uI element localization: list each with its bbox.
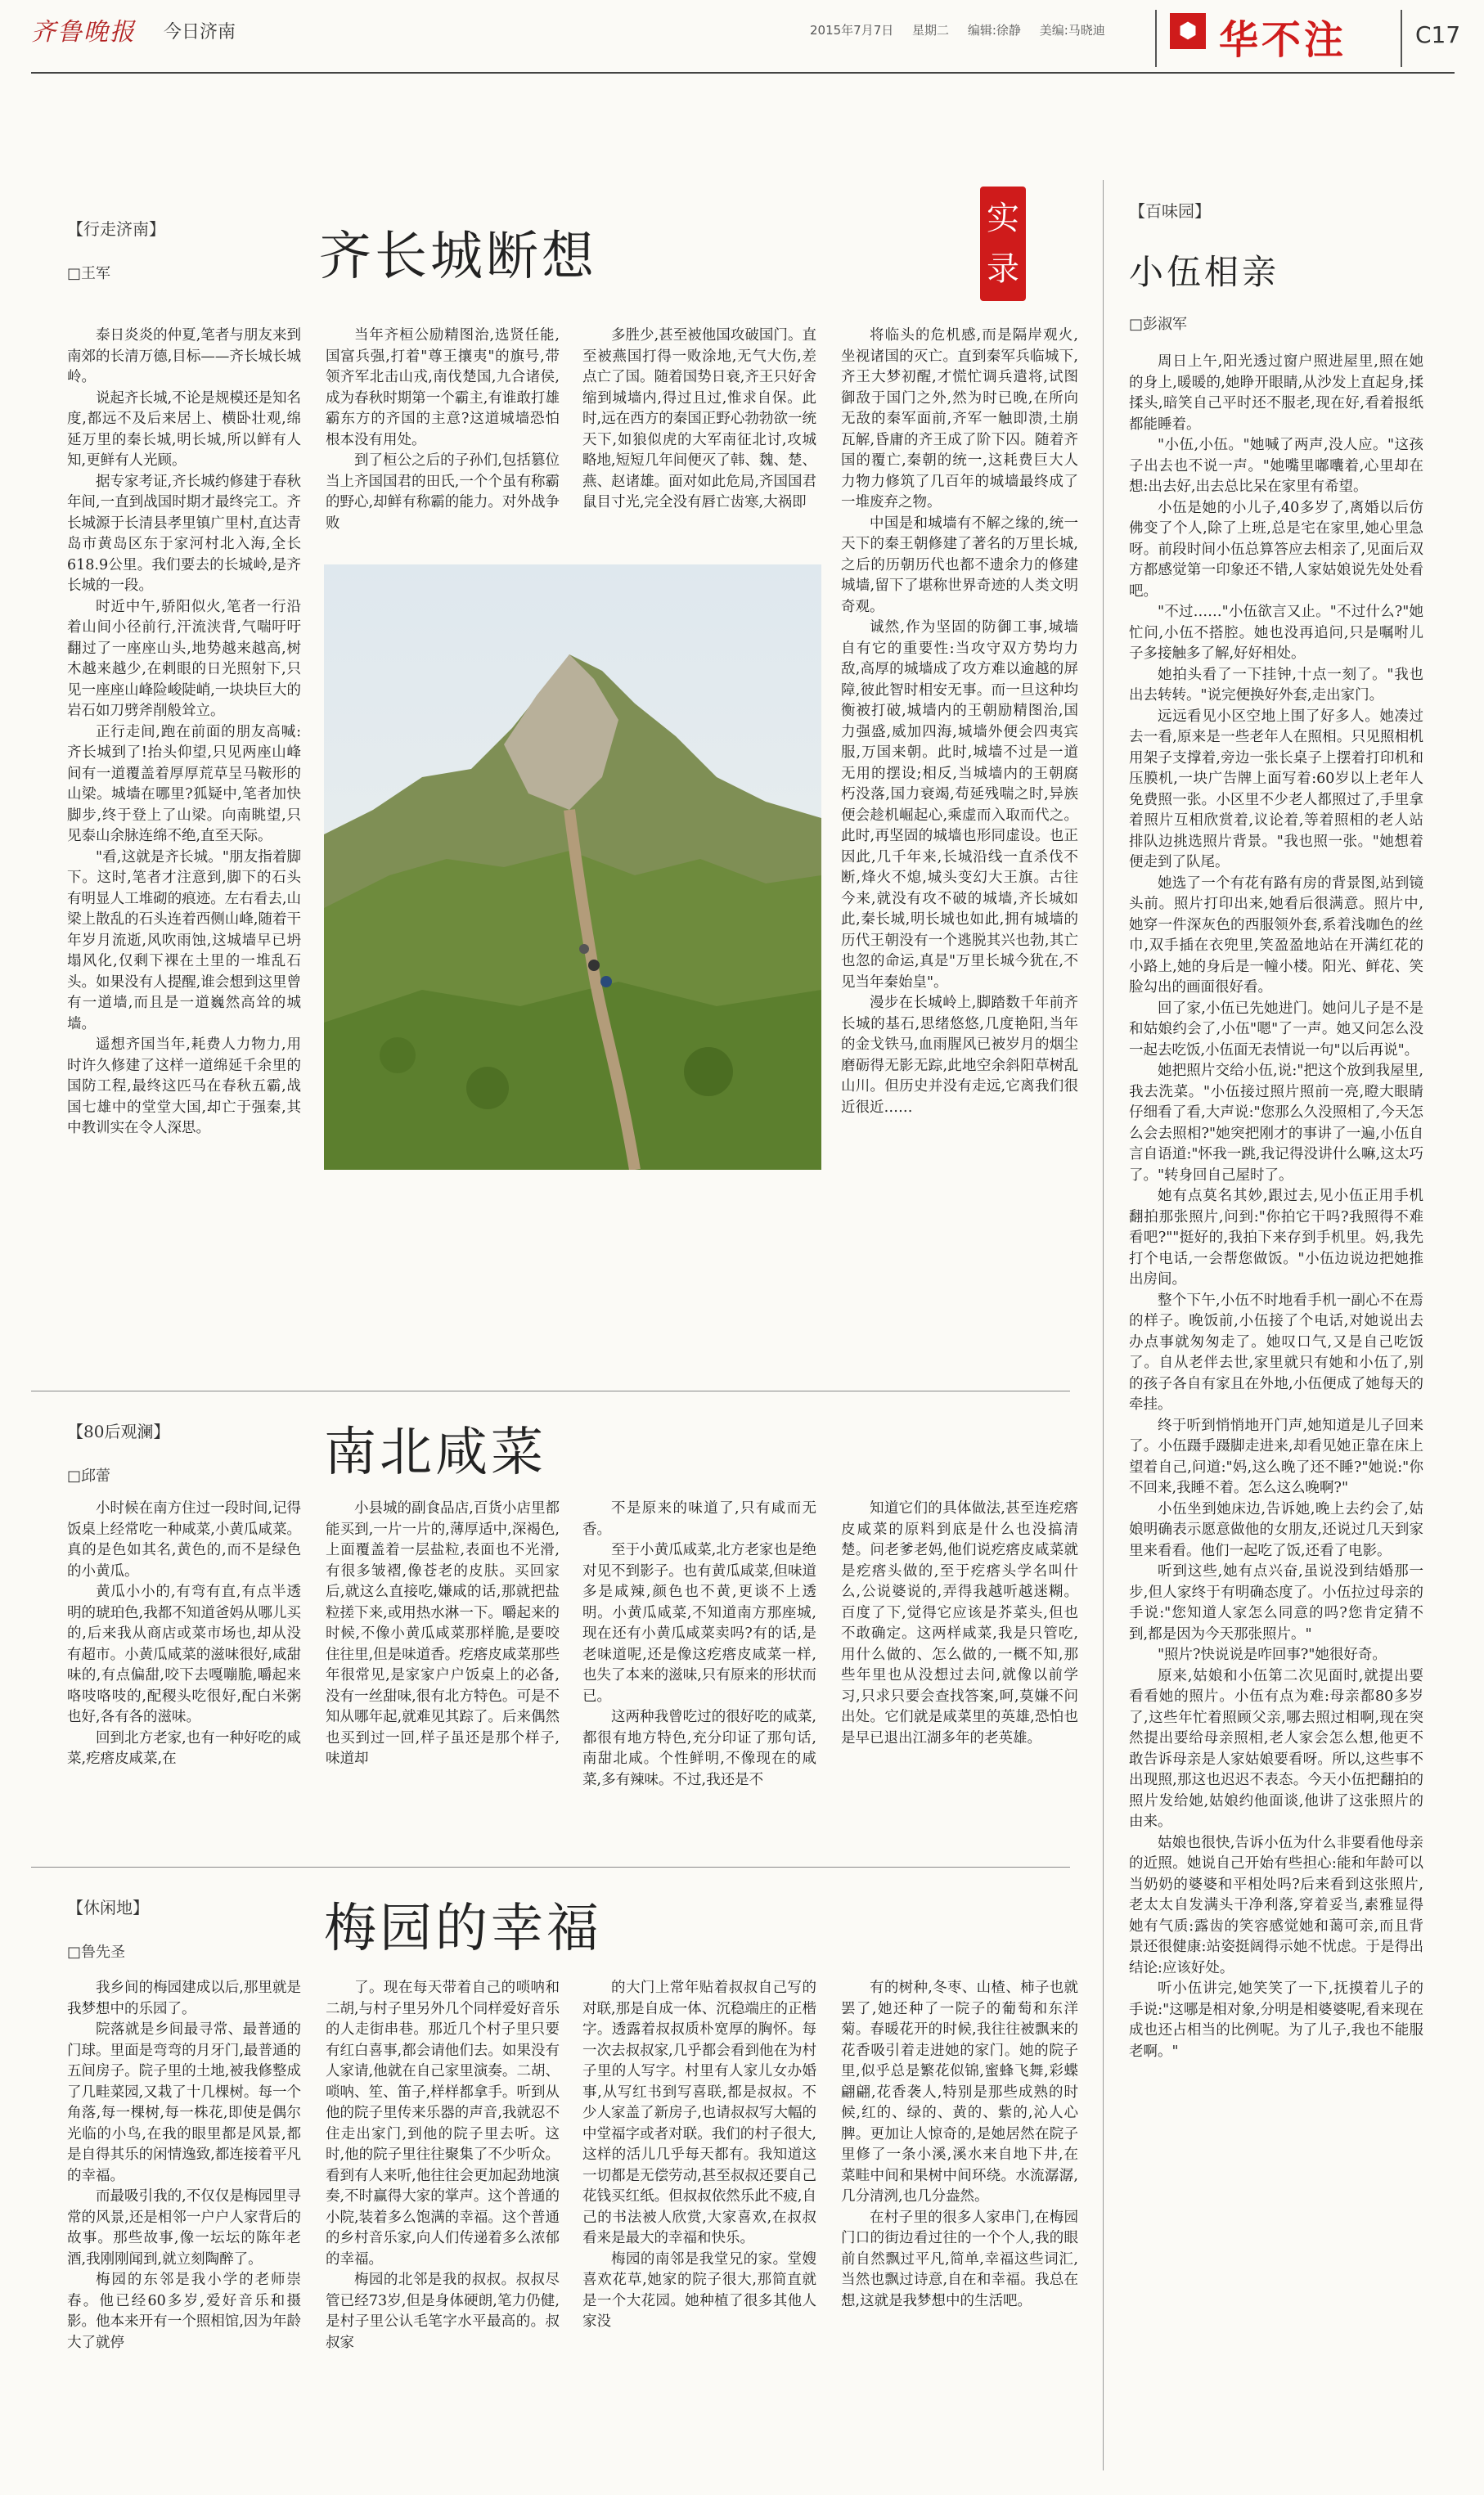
paragraph: 梅园的南邻是我堂兄的家。堂嫂喜欢花草,她家的院子很大,那简直就是一个大花园。她种植了很多其他人家没 — [582, 2250, 816, 2330]
article3-author: □鲁先圣 — [67, 1944, 126, 1961]
paragraph: 这两种我曾吃过的很好吃的咸菜,都很有地方特色,充分印证了那句话,南甜北咸。个性鲜明,不像现在的咸菜,多有辣味。不过,我还是不 — [582, 1709, 816, 1788]
paragraph: 到了桓公之后的子孙们,包括篡位当上齐国国君的田氏,一个个虽有称霸的野心,却鲜有称霸的能力。对外战争败 — [326, 452, 560, 532]
column-title: 华不注 — [1219, 17, 1347, 63]
issue-weekday: 星期二 — [912, 23, 950, 38]
paragraph: 将临头的危机感,而是隔岸观火,坐视诸国的灭亡。直到秦军兵临城下,齐王大梦初醒,才慌忙调兵遣将,试图御敌于国门之外,然为时已晚,在所向无敌的秦军面前,齐军一触即溃,土崩瓦解,昏庸的齐王成了阶下囚。随着齐国的覆亡,秦朝的统一,这耗费巨大人力物力修筑了几百年的城墙最终成了一堆废弃之物。 — [841, 327, 1078, 510]
paragraph: 多胜少,甚至被他国攻破国门。直至被燕国打得一败涂地,无气大伤,差点亡了国。随着国势日衰,齐王只好舍缩到城墙内,得过且过,惟求自保。此时,远在西方的秦国正野心勃勃欲一统天下,如狼似虎的大军南征北讨,攻城略地,短短几年间便灭了韩、魏、楚、燕、赵诸雄。面对如此危局,齐国国君鼠目寸光,完全没有唇亡齿寒,大祸即 — [582, 327, 816, 510]
paragraph: 小县城的副食品店,百货小店里都能买到,一片一片的,薄厚适中,深褐色,上面覆盖着一层盐粒,表面也不光滑,有很多皱褶,像苍老的皮肤。买回家后,就这么直接吃,嫌咸的话,那就把盐粒搓下来,或用热水淋一下。嚼起来的时候,不像小黄瓜咸菜那样脆,是要咬住往里,但是味道香。疙瘩皮咸菜那些年很常见,是家家户户饭桌上的必备,没有一丝甜味,很有北方特色。可是不知从哪年起,就难见其踪了。后来偶然也买到过一回,样子虽还是那个样子,味道却 — [326, 1500, 560, 1767]
paragraph: "不过……"小伍欲言又止。"不过什么?"她忙问,小伍不搭腔。她也没再追问,只是嘱咐儿子多接触多了解,好好相处。 — [1129, 604, 1423, 662]
column-logo-icon: ⬢ — [1170, 13, 1206, 49]
article1-title: 齐长城断想 — [319, 227, 597, 287]
header-divider — [1155, 10, 1157, 67]
paragraph: 原来,姑娘和小伍第二次见面时,就提出要看看她的照片。小伍有点为难:母亲都80多岁了,这些年忙着照顾父亲,哪去照过相啊,现在突然提出要给母亲照相,老人家会怎么想,他更不敢告诉母亲是人家姑娘要看呀。所以,这些事不出现照,那这也迟迟不表态。今天小伍把翻拍的照片发给她,姑娘约他面谈,他讲了这张照片的由来。 — [1129, 1667, 1423, 1830]
paragraph: 小时候在南方住过一段时间,记得饭桌上经常吃一种咸菜,小黄瓜咸菜。真的是色如其名,黄色的,而不是绿色的小黄瓜。 — [67, 1500, 301, 1580]
article3-section: 【休闲地】 — [67, 1898, 149, 1917]
paragraph: 我乡间的梅园建成以后,那里就是我梦想中的乐园了。 — [67, 1980, 301, 2017]
paragraph: 在村子里的很多人家串门,在梅园门口的街边看过往的一个个人,我的眼前自然飘过平凡,简单,幸福这些词汇,当然也飘过诗意,自在和幸福。我总在想,这就是我梦想中的生活吧。 — [841, 2209, 1078, 2309]
article2-col3 — [582, 1499, 816, 1842]
masthead: 齐鲁晚报 — [31, 18, 136, 47]
paragraph: 听到这些,她有点兴奋,虽说没到结婚那一步,但人家终于有明确态度了。小伍拉过母亲的手说:"您知道人家怎么同意的吗?您肯定猜不到,都是因为今天那张照片。" — [1129, 1563, 1423, 1643]
paragraph: 漫步在长城岭上,脚踏数千年前齐长城的基石,思绪悠悠,几度艳阳,当年的金戈铁马,血雨腥风已被岁月的烟尘磨砺得无影无踪,此地空余斜阳草树乱山川。但历史并没有走远,它离我们很近很近…… — [841, 995, 1078, 1116]
article3-col2 — [326, 1978, 560, 2477]
paragraph: 梅园的东邻是我小学的老师崇春。他已经60多岁,爱好音乐和摄影。他本来开有一个照相馆,因为年龄大了就停 — [67, 2272, 301, 2351]
paragraph: 黄瓜小小的,有弯有直,有点半透明的琥珀色,我都不知道爸妈从哪儿买的,后来我从商店或菜市场也,却从没有超市。小黄瓜咸菜的滋味很好,咸甜味的,有点偏甜,咬下去嘎嘣脆,嚼起来咯吱咯吱的,配稷头吃很好,配白米粥也好,各有各的滋味。 — [67, 1584, 301, 1725]
paragraph: 中国是和城墙有不解之缘的,统一天下的秦王朝修建了著名的万里长城,之后的历朝历代也都不遗余力的修建城墙,留下了堪称世界奇迹的人类文明奇观。 — [841, 515, 1078, 615]
paragraph: 至于小黄瓜咸菜,北方老家也是绝对见不到影子。也有黄瓜咸菜,但味道多是咸辣,颜色也不黄,更谈不上透明。小黄瓜咸菜,不知道南方那座城,现在还有小黄瓜咸菜卖吗?有的话,是老味道呢,还是像这疙瘩皮咸菜一样,也失了本来的滋味,只有原来的形状而已。 — [582, 1542, 816, 1705]
section-name: 今日济南 — [164, 22, 236, 43]
header-rule — [31, 72, 1455, 74]
mountain-photo — [324, 564, 821, 1170]
page-header — [0, 0, 1484, 82]
paragraph: 整个下午,小伍不时地看手机一副心不在焉的样子。晚饭前,小伍接了个电话,对她说出去办点事就匆匆走了。她叹口气,又是自己吃饭了。自从老伴去世,家里就只有她和小伍了,别的孩子各自有家且在外地,小伍便成了她每天的牵挂。 — [1129, 1292, 1423, 1413]
article1-col2 — [326, 326, 560, 555]
issue-date: 2015年7月7日 — [810, 23, 894, 38]
paragraph: 小伍是她的小儿子,40多岁了,离婚以后仿佛变了个人,除了上班,总是宅在家里,她心里急呀。前段时间小伍总算答应去相亲了,见面后双方都感觉第一印象还不错,人家姑娘说先处处看吧。 — [1129, 499, 1423, 600]
article1-stamp: 实录 — [980, 187, 1026, 301]
article2-section: 【80后观澜】 — [67, 1422, 170, 1441]
paragraph: 据专家考证,齐长城约修建于春秋年间,一直到战国时期才最终完工。齐长城源于长清县孝里镇广里村,直达青岛市黄岛区东于家河村北入海,全长618.9公里。我们要去的长城岭,是齐长城的一段。 — [67, 473, 301, 594]
paragraph: 正行走间,跑在前面的朋友高喊:齐长城到了!抬头仰望,只见两座山峰间有一道覆盖着厚厚荒草呈马鞍形的山梁。城墙在哪里?狐疑中,笔者加快脚步,终于登上了山梁。向南眺望,只见泰山余脉连绵不绝,直至天际。 — [67, 723, 301, 844]
column-separator — [1103, 180, 1104, 2470]
paragraph: 姑娘也很快,告诉小伍为什么非要看他母亲的近照。她说自己开始有些担心:能和年龄可以当奶奶的婆婆和平相处吗?后来看到这张照片,老太太自发满头干净利落,穿着妥当,素雅显得她有气质:露齿的笑容感觉她和蔼可亲,而且背景还很健康:站姿挺阔得示她不忧虑。于是得出结论:应该好处。 — [1129, 1834, 1423, 1976]
article3-col1 — [67, 1978, 301, 2477]
paragraph: 院落就是乡间最寻常、最普通的门球。里面是弯弯的月牙门,最普通的五间房子。院子里的土地,被我修整成了几畦菜园,又栽了十几棵树。每一个角落,每一棵树,每一株花,即使是偶尔光临的小鸟,在我的眼里都是风景,都是自得其乐的闲情逸致,都连接着平凡的幸福。 — [67, 2021, 301, 2184]
paragraph: 而最吸引我的,不仅仅是梅园里寻常的风景,还是相邻一户户人家背后的故事。那些故事,像一坛坛的陈年老酒,我刚刚闻到,就立刻陶醉了。 — [67, 2188, 301, 2268]
article3-col4 — [841, 1978, 1078, 2477]
paragraph: 有的树种,冬枣、山楂、柿子也就罢了,她还种了一院子的葡萄和东洋菊。春暖花开的时候,我往往被飘来的花香吸引着走进她的家门。她的院子里,似乎总是繁花似锦,蜜蜂飞舞,彩蝶翩翩,花香袭人,特别是那些成熟的时候,红的、绿的、黄的、紫的,沁人心脾。更加让人惊奇的,是她居然在院子里修了一条小溪,溪水来自地下井,在菜畦中间和果树中间环绕。水流潺潺,几分清洌,也几分盎然。 — [841, 1980, 1078, 2205]
paragraph: 了。现在每天带着自己的唢呐和二胡,与村子里另外几个同样爱好音乐的人走街串巷。那近几个村子里只要有红白喜事,都会请他们去。如果没有人家请,他就在自己家里演奏。二胡、唢呐、笙、笛子,样样都拿手。听到从他的院子里传来乐器的声音,我就忍不住走出家门,到他的院子里去听。这时,他的院子里往往聚集了不少听众。看到有人来听,他往往会更加起劲地演奏,不时赢得大家的掌声。这个普通的小院,装着多么饱满的幸福。这个普通的乡村音乐家,向人们传递着多么浓郁的幸福。 — [326, 1980, 560, 2268]
paragraph: "照片?快说说是咋回事?"她很好奇。 — [1158, 1647, 1387, 1663]
article4-body — [1129, 352, 1423, 2479]
paragraph: 时近中午,骄阳似火,笔者一行沿着山间小径前行,汗流浃背,气喘吁吁翻过了一座座山头,地势越来越高,树木越来越少,在刺眼的日光照射下,只见一座座山峰险峻陡峭,一块块巨大的岩石如刀劈斧削般耸立。 — [67, 598, 301, 719]
paragraph: 泰日炎炎的仲夏,笔者与朋友来到南郊的长清万德,目标——齐长城长城岭。 — [67, 327, 301, 385]
paragraph: 她拍头看了一下挂钟,十点一刻了。"我也出去转转。"说完便换好外套,走出家门。 — [1129, 666, 1423, 704]
paragraph: 远远看见小区空地上围了好多人。她凑过去一看,原来是一些老年人在照相。只见照相机用架子支撑着,旁边一张长桌子上摆着打印机和压膜机,一块广告牌上面写着:60岁以上老年人免费照一张。小区里不少老人都照过了,手里拿着照片互相欣赏着,议论着,等着照相的老人站排队边挑选照片背景。"我也照一张。"她想着便走到了队尾。 — [1129, 708, 1423, 870]
article2-title: 南北咸菜 — [324, 1423, 546, 1483]
paragraph: 她把照片交给小伍,说:"把这个放到我屋里,我去洗菜。"小伍接过照片照前一亮,瞪大眼睛仔细看了看,大声说:"您那么久没照相了,今天怎么会去照相?"她突把刚才的事讲了一遍,小伍自言自语道:"怀我一跳,我记得没讲什么嘛,这太巧了。"转身回自己屋时了。 — [1129, 1063, 1423, 1184]
article4-title: 小伍相亲 — [1129, 252, 1280, 292]
paragraph: 诚然,作为坚固的防御工事,城墙自有它的重要性:当攻守双方势均力敌,高厚的城墙成了攻方难以逾越的屏障,彼此智时相安无事。而一旦这种均衡被打破,城墙内的王朝励精图治,国力强盛,威加四海,城墙外便会四夷宾服,万国来朝。此时,城墙不过是一道无用的摆设;相反,当城墙内的王朝腐朽没落,国力衰竭,苟延残喘之时,异族便会趁机崛起心,乘虚而入取而代之。此时,再坚固的城墙也形同虚设。也正因此,几千年来,长城沿线一直杀伐不断,烽火不熄,城头变幻大王旗。古往今来,就没有攻不破的城墙,齐长城如此,秦长城,明长城也如此,拥有城墙的历代王朝没有一个逃脱其兴也勃,其亡也忽的命运,真是"万里长城今犹在,不见当年秦始皇"。 — [841, 619, 1078, 991]
article1-section: 【行走济南】 — [67, 219, 165, 239]
paragraph: 她选了一个有花有路有房的背景图,站到镜头前。照片打印出来,她看后很满意。照片中,她穿一件深灰色的西服领外套,系着浅咖色的丝巾,双手插在衣兜里,笑盈盈地站在开满红花的小路上,她的身后是一幢小楼。阳光、鲜花、笑脸勾出的画面很好看。 — [1129, 874, 1423, 996]
article1-col4 — [841, 326, 1078, 1389]
section-rule — [31, 1867, 1070, 1868]
paragraph: 终于听到悄悄地开门声,她知道是儿子回来了。小伍蹑手蹑脚走进来,却看见她正靠在床上望着自己,问道:"妈,这么晚了还不睡?"她说:"你不回来,我睡不着。怎么这么晚啊?" — [1129, 1417, 1423, 1496]
issue-meta — [810, 21, 1120, 38]
article1-col1 — [67, 326, 301, 1389]
article1-author: □王军 — [67, 265, 111, 282]
paragraph: "小伍,小伍。"她喊了两声,没人应。"这孩子出去也不说一声。"她嘴里嘟囔着,心里却在想:出去好,出去总比呆在家里有希望。 — [1129, 437, 1423, 495]
paragraph: 说起齐长城,不论是规模还是知名度,都远不及后来居上、横卧壮观,绵延万里的秦长城,明长城,所以鲜有人知,更鲜有人光顾。 — [67, 389, 301, 469]
article4-section: 【百味园】 — [1129, 201, 1211, 221]
page-number: C17 — [1415, 21, 1461, 48]
paragraph: 听小伍讲完,她笑笑了一下,抚摸着儿子的手说:"这哪是相对象,分明是相婆婆呢,看来现在成也还占相当的比例呢。为了儿子,我也不能服老啊。" — [1129, 1980, 1423, 2060]
paragraph: 回到北方老家,也有一种好吃的咸菜,疙瘩皮咸菜,在 — [67, 1729, 301, 1767]
paragraph: 小伍坐到她床边,告诉她,晚上去约会了,姑娘明确表示愿意做他的女朋友,还说过几天到家里来看看。他们一起吃了饭,还看了电影。 — [1129, 1500, 1423, 1559]
article4-author: □彭淑军 — [1129, 316, 1188, 333]
paragraph: 她有点莫名其妙,跟过去,见小伍正用手机翻拍那张照片,问到:"你拍它干吗?我照得不难看吧?""挺好的,我拍下来存到手机里。妈,我先打个电话,一会帮您做饭。"小伍边说边把她推出房间。 — [1129, 1188, 1423, 1288]
article2-col4 — [841, 1499, 1078, 1842]
paragraph: 知道它们的具体做法,甚至连疙瘩皮咸菜的原料到底是什么也没搞清楚。问老爹老妈,他们说疙瘩皮咸菜就是疙瘩头做的,至于疙瘩头学名叫什么,公说婆说的,弄得我越听越迷糊。百度了下,觉得它应该是芥菜头,但也不敢确定。这两样咸菜,我是只管吃,用什么做的、怎么做的,一概不知,那些年里也从没想过去问,就像以前学习,只求只要会查找答案,呵,莫嫌不问出处。它们就是咸菜里的英雄,恐怕也是早已退出江湖多年的老英雄。 — [841, 1500, 1078, 1746]
paragraph: 遥想齐国当年,耗费人力物力,用时许久修建了这样一道绵延千余里的国防工程,最终这匹马在春秋五霸,战国七雄中的堂堂大国,却亡于强秦,其中教训实在令人深思。 — [67, 1036, 301, 1136]
header-divider — [1401, 10, 1402, 67]
paragraph: 当年齐桓公励精图治,选贤任能,国富兵强,打着"尊王攘夷"的旗号,带领齐军北击山戎,南伐楚国,九合诸侯,成为春秋时期第一个霸主,有谁敢打雄霸东方的齐国的主意?这道城墙恐怕根本没有用处。 — [326, 327, 560, 448]
article1-col3 — [582, 326, 816, 555]
paragraph: 回了家,小伍已先她进门。她问儿子是不是和姑娘约会了,小伍"嗯"了一声。她又问怎么没一起去吃饭,小伍面无表情说一句"以后再说"。 — [1129, 1000, 1423, 1059]
article3-col3 — [582, 1978, 816, 2477]
article2-col2 — [326, 1499, 560, 1842]
article2-col1 — [67, 1499, 301, 1842]
paragraph: 的大门上常年贴着叔叔自己写的对联,那是自成一体、沉稳端庄的正楷字。透露着叔叔质朴宽厚的胸怀。每一次去叔叔家,几乎都会看到他在为村子里的人写字。村里有人家儿女办婚事,从写红书到写喜联,都是叔叔。不少人家盖了新房子,也请叔叔写大幅的中堂福字或者对联。我们的村子很大,这样的活儿几乎每天都有。我知道这一切都是无偿劳动,甚至叔叔还要自己花钱买红纸。但叔叔依然乐此不疲,自己的书法被人欣赏,大家喜欢,在叔叔看来是最大的幸福和快乐。 — [582, 1980, 816, 2246]
article2-author: □邱蕾 — [67, 1468, 111, 1485]
paragraph: 梅园的北邻是我的叔叔。叔叔尽管已经73岁,但是身体硬朗,笔力仍健,是村子里公认毛笔字水平最高的。叔叔家 — [326, 2272, 560, 2351]
article1-photo — [324, 564, 821, 1170]
paragraph: "看,这就是齐长城。"朋友指着脚下。这时,笔者才注意到,脚下的石头有明显人工堆砌的痕迹。左右看去,山梁上散乱的石头连着西侧山峰,随着干年岁月流逝,风吹雨蚀,这城墙早已坍塌风化,仅剩下裸在土里的一堆乱石头。如果没有人提醒,谁会想到这里曾有一道墙,而且是一道巍然高耸的城墙。 — [67, 848, 301, 1032]
paragraph: 周日上午,阳光透过窗户照进屋里,照在她的身上,暖暖的,她睁开眼睛,从沙发上直起身,揉揉头,暗笑自己平时还不服老,现在好,看着报纸都能睡着。 — [1129, 353, 1423, 433]
designer: 美编:马晓迪 — [1039, 23, 1105, 38]
editor: 编辑:徐静 — [967, 23, 1021, 38]
paragraph: 不是原来的味道了,只有咸而无香。 — [582, 1500, 816, 1538]
article3-title: 梅园的幸福 — [324, 1899, 602, 1959]
